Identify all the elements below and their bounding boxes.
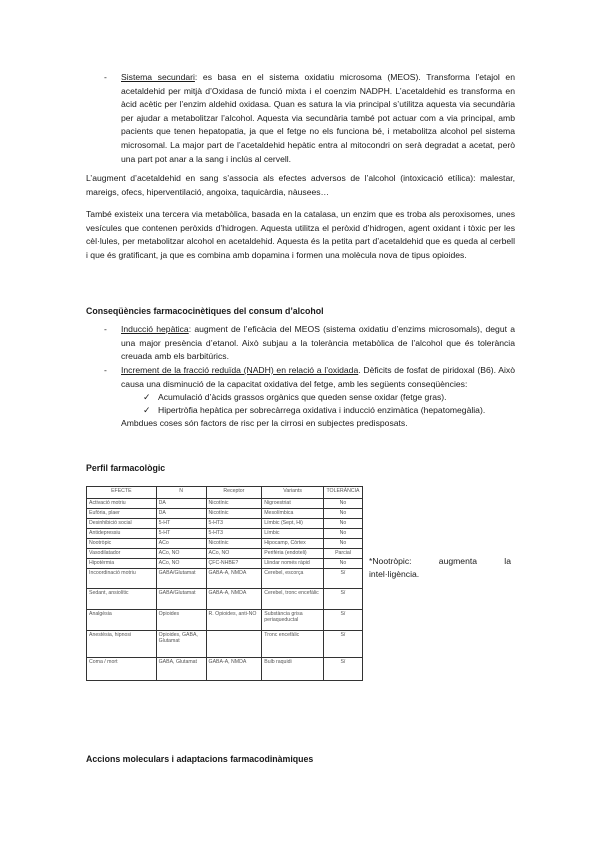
table-cell: No <box>323 559 362 569</box>
table-cell: R. Opioides, anti-NO <box>206 610 262 631</box>
table-cell: Sí <box>323 589 362 610</box>
paragraph-catalase: També existeix una tercera via metabòlica, basada en la catalasa, un enzim que es troba als peroxisomes, unes vesícules que contenen peròxids d’hidrogen. Aquesta utilitza el peròxid d’hidrogen, agent oxidant i tòxic per les cèl·lules, per metabolitzar alcohol en acetaldehid. Aquesta és la petita part d’acetaldehid que es queda al cerbell i que és gratificant, ja que es combina amb dopamina i formen una molècula nova de tipus opioides. <box>86 209 515 260</box>
table-cell: Hipotèrmia <box>87 559 157 569</box>
pharmacological-profile-table <box>86 486 363 681</box>
column-header-pathways: Variants <box>262 487 324 499</box>
table-cell: Límbic <box>262 529 324 539</box>
table-cell: Bulb raquidi <box>262 658 324 681</box>
table-cell: No <box>323 519 362 529</box>
table-cell: Activació motriu <box>87 499 157 509</box>
table-cell: Desinhibició social <box>87 519 157 529</box>
table-cell: Opioides, GABA, Glutamat <box>156 631 206 658</box>
secondary-system-text: : es basa en el sistema oxidatiu microsoma (MEOS). Transforma l’etajol en acetaldehid per mitjà d’Oxidasa de funció mixta i el coenzim NADPH. L’acetaldehid es transforma en àcid acètic per l’enzim aldehid oxidasa. Quan es satura la via principal s’utilitza aquesta via secundària per ajudar a metabolitzar l’alcohol. Aquesta via secundària també pot actuar com a via principal, amb pacients que tenen hepatopatia, ja que el fetge no els funciona bé, i metabolitza alcohol pel sistema microsomal. La major part de l’acetaldehid hepàtic entra al mitocondri on serà degradat a acetat, però una part pot anar a la sang i inclús al cervell. <box>121 72 515 164</box>
table-cell: No <box>323 499 362 509</box>
table-row <box>87 569 363 589</box>
table-row <box>87 549 363 559</box>
table-cell: Analgèsia <box>87 610 157 631</box>
table-row <box>87 499 363 509</box>
table-row <box>87 509 363 519</box>
table-cell: 5-HT3 <box>206 519 262 529</box>
table-cell: Vasodilatador <box>87 549 157 559</box>
table-row <box>87 519 363 529</box>
heading-pharmacological-profile: Perfil farmacològic <box>86 463 166 473</box>
table-row <box>87 610 363 631</box>
table-cell: Nicotínic <box>206 539 262 549</box>
table-header-row <box>87 487 363 499</box>
table-cell: Nicotínic <box>206 499 262 509</box>
table-cell: Sí <box>323 631 362 658</box>
list-dash: - <box>104 72 107 82</box>
table-cell: Opioides <box>156 610 206 631</box>
table-cell: Eufòria, plaer <box>87 509 157 519</box>
table-cell: DA <box>156 499 206 509</box>
table-cell: Sí <box>323 658 362 681</box>
table-cell: 5-HT3 <box>206 529 262 539</box>
table-row <box>87 589 363 610</box>
table-cell: Cerebel, escorça <box>262 569 324 589</box>
column-header-effect: EFECTE <box>87 487 157 499</box>
paragraph-cirrhosis: Ambdues coses són factors de risc per la cirrosi en subjectes predisposats. <box>121 418 408 428</box>
table-row <box>87 658 363 681</box>
table-cell: GABA, Glutamat <box>156 658 206 681</box>
nadh-item <box>121 364 515 391</box>
list-dash: - <box>104 324 107 334</box>
table-row <box>87 559 363 569</box>
table-cell: No <box>323 509 362 519</box>
table-cell: Cerebel, tronc encefàlic <box>262 589 324 610</box>
table-cell: Llindar només ràpid <box>262 559 324 569</box>
table-cell: Hipocamp, Còrtex <box>262 539 324 549</box>
table-cell: ACo <box>156 539 206 549</box>
table-cell: Anestèsia, hipnosi <box>87 631 157 658</box>
table-cell: Nigroestriat <box>262 499 324 509</box>
column-header-tolerance: TOLERÀNCIA <box>323 487 362 499</box>
table-cell: GABA-A, NMDA <box>206 658 262 681</box>
table-cell: Límbic (Sept, Hi) <box>262 519 324 529</box>
table-cell: Incoordinació motriu <box>87 569 157 589</box>
column-header-receptor: Receptor <box>206 487 262 499</box>
term-hepatic-induction: Inducció hepàtica <box>121 324 189 334</box>
table-cell: Nootròpic <box>87 539 157 549</box>
consequence-item: Acumulació d’àcids grassos orgànics que queden sense oxidar (fetge gras). <box>158 392 447 402</box>
table-cell: ÇFC-NHBE? <box>206 559 262 569</box>
table-cell: ACo, NO <box>156 559 206 569</box>
nadh-text: . Dèficits de fosfat de piridoxal (B6). Això causa una disminució de la capacitat oxidativa del fetge, amb les següents conseqüències: <box>121 365 516 389</box>
table-cell: Nicotínic <box>206 509 262 519</box>
table-cell: Mesolímbica <box>262 509 324 519</box>
heading-pharmacodynamic: Accions moleculars i adaptacions farmacodinàmiques <box>86 754 314 764</box>
paragraph-acetaldehyde: L’augment d’acetaldehid en sang s’associa als efectes adversos de l’alcohol (intoxicació etílica): malestar, mareigs, ofecs, hiperventilació, angoixa, taquicàrdia, nàusees… <box>86 173 515 197</box>
list-dash: - <box>104 365 107 375</box>
table-cell: GABA-A, NMDA <box>206 569 262 589</box>
table-cell: GABA/Glutamat <box>156 589 206 610</box>
term-secondary-system: Sistema secundari <box>121 72 195 82</box>
induction-text: : augment de l’eficàcia del MEOS (sistema oxidatiu d’enzims microsomals), degut a una major presència d’etanol. Això subjau a la tolerància metabòlica de l’alcohol que és tolerància creuada amb els barbitúrics. <box>121 324 515 362</box>
table-cell: Sedant, ansiolític <box>87 589 157 610</box>
table-cell: GABA-A, NMDA <box>206 589 262 610</box>
induction-item <box>121 323 515 364</box>
table-cell <box>206 631 262 658</box>
secondary-system-item <box>121 71 515 166</box>
table-cell: Coma / mort <box>87 658 157 681</box>
table-cell: Tronc encefàlic <box>262 631 324 658</box>
table-cell: Sí <box>323 610 362 631</box>
table-cell: 5-HT <box>156 529 206 539</box>
table-row <box>87 529 363 539</box>
table-cell: Substància grisa periaqueductal <box>262 610 324 631</box>
table-cell: Sí <box>323 569 362 589</box>
table-cell: Perifèria (endoteli) <box>262 549 324 559</box>
nootropic-note: *Nootròpic: augmenta la intel·ligència. <box>369 555 511 580</box>
table-cell: No <box>323 539 362 549</box>
table-cell: No <box>323 529 362 539</box>
table-cell: Parcial <box>323 549 362 559</box>
heading-pharmacokinetic: Conseqüències farmacocinètiques del consum d’alcohol <box>86 306 324 316</box>
table-cell: GABA/Glutamat <box>156 569 206 589</box>
table-cell: Antidepressiu <box>87 529 157 539</box>
term-nadh-increase: Increment de la fracció reduïda (NADH) en relació a l’oxidada <box>121 365 359 375</box>
check-icon: ✓ <box>143 392 151 402</box>
column-header-neurotransmitter: N <box>156 487 206 499</box>
table-cell: 5-HT <box>156 519 206 529</box>
table-cell: ACo, NO <box>206 549 262 559</box>
table-cell: ACo, NO <box>156 549 206 559</box>
table-cell: DA <box>156 509 206 519</box>
consequence-item: Hipertròfia hepàtica per sobrecàrrega oxidativa i inducció enzimàtica (hepatomegàlia). <box>158 405 486 415</box>
table-row <box>87 631 363 658</box>
check-icon: ✓ <box>143 405 151 415</box>
table-row <box>87 539 363 549</box>
